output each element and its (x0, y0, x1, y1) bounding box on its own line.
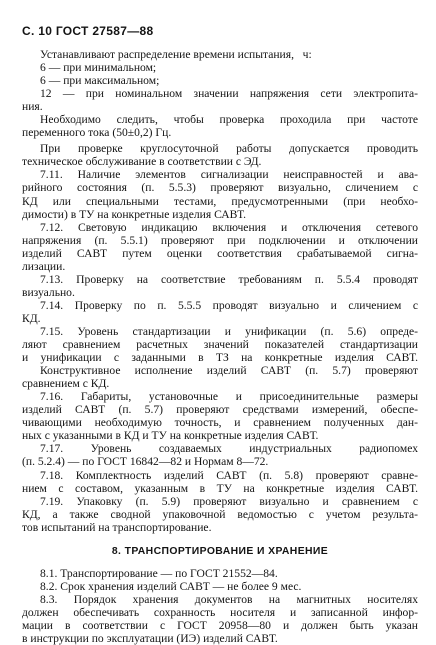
text-line: 8.2. Срок хранения изделий САВТ — не более 9 мес. (40, 579, 302, 593)
text-line: лизации. (22, 259, 66, 273)
text-line: димости) в ТУ на конкретные изделия САВТ. (22, 207, 247, 221)
text-line: КД. (22, 311, 41, 325)
text-line: переменного тока (50±0,2) Гц. (22, 126, 172, 140)
text-line: рийного состояния (п. 5.5.3) проверяют визуально, сличением с (22, 181, 418, 195)
text-line: 7.17. Уровень создаваемых индустриальных радиопомех (40, 442, 418, 456)
text-line: тов испытаний на транспортирование. (22, 520, 212, 534)
text-line: изделий САВТ путем оценки соответствия срабатываемой сигна- (22, 246, 418, 260)
text-line: чивающими необходимую точность, и сравнением полученных дан- (22, 416, 418, 430)
text-line: Устанавливают распределение времени испытания, ч: (40, 48, 312, 61)
text-line: сравнением с КД. (22, 377, 110, 391)
text-line: 7.11. Наличие элементов сигнализации неисправностей и ава- (40, 168, 418, 182)
text-line: ных с указанными в КД и ТУ на конкретные изделия САВТ. (22, 429, 319, 443)
text-line: 7.16. Габариты, установочные и присоединительные размеры (40, 390, 418, 404)
text-line: визуально. (22, 285, 75, 299)
text-line: При проверке круглосуточной работы допускается проводить (40, 142, 418, 156)
section-heading: 8. ТРАНСПОРТИРОВАНИЕ И ХРАНЕНИЕ (111, 545, 329, 557)
text-line: изделий САВТ (п. 5.7) проверяют средствами измерений, обеспе- (22, 403, 418, 417)
text-line: 7.12. Световую индикацию включения и отключения сетевого (40, 220, 418, 234)
text-line: 6 — при минимальном; (40, 61, 157, 75)
text-line: ляют сравнением расчетных значений показателей стандартизации (22, 338, 418, 352)
running-head: С. 10 ГОСТ 27587—88 (22, 24, 154, 38)
text-line: 6 — при максимальном; (40, 74, 160, 88)
text-line: 7.15. Уровень стандартизации и унификации (п. 5.6) опреде- (40, 324, 418, 338)
text-line: КД или специальными тестами, предусмотренными (при необхо- (22, 194, 418, 208)
text-line: нием с составом, указанным в ТУ на конкретные изделия САВТ. (22, 481, 418, 495)
text-line: КД, а также сводной упаковочной ведомостью с учетом результа- (22, 507, 418, 521)
text-line: должен обеспечивать сохранность носителя и записанной инфор- (22, 605, 418, 619)
document-body (22, 48, 418, 645)
text-line: 12 — при номинальном значении напряжения сети электропита- (40, 87, 418, 101)
text-line: 7.14. Проверку по п. 5.5.5 проводят визуально и сличением с (40, 298, 418, 312)
text-line: напряжения (п. 5.5.1) проверяют при подключении и отключении (22, 233, 418, 247)
text-line: мации в соответствии с ГОСТ 20958—80 и должен быть указан (22, 618, 418, 632)
text-line: и унификации с заданными в ТЗ на конкретные изделия САВТ. (22, 351, 418, 365)
text-line: ния. (22, 100, 43, 114)
text-line: 8.1. Транспортирование — по ГОСТ 21552—84. (40, 566, 278, 580)
text-line: техническое обслуживание в соответствии с ЭД. (22, 155, 262, 169)
text-line: Необходимо следить, чтобы проверка проходила при частоте (40, 113, 418, 127)
text-line: (п. 5.2.4) — по ГОСТ 16842—82 и Нормам 8—72. (22, 455, 269, 469)
text-line: Конструктивное исполнение изделий САВТ (п. 5.7) проверяют (40, 364, 418, 378)
text-line: 7.18. Комплектность изделий САВТ (п. 5.8) проверяют сравне- (40, 468, 418, 482)
text-line: 8.3. Порядок хранения документов на магнитных носителях (40, 592, 418, 606)
text-line: в инструкции по эксплуатации (ИЭ) изделий САВТ. (22, 632, 278, 645)
text-line: 7.19. Упаковку (п. 5.9) проверяют визуально и сравнением с (40, 494, 418, 508)
text-line: 7.13. Проверку на соответствие требованиям п. 5.5.4 проводят (40, 272, 418, 286)
